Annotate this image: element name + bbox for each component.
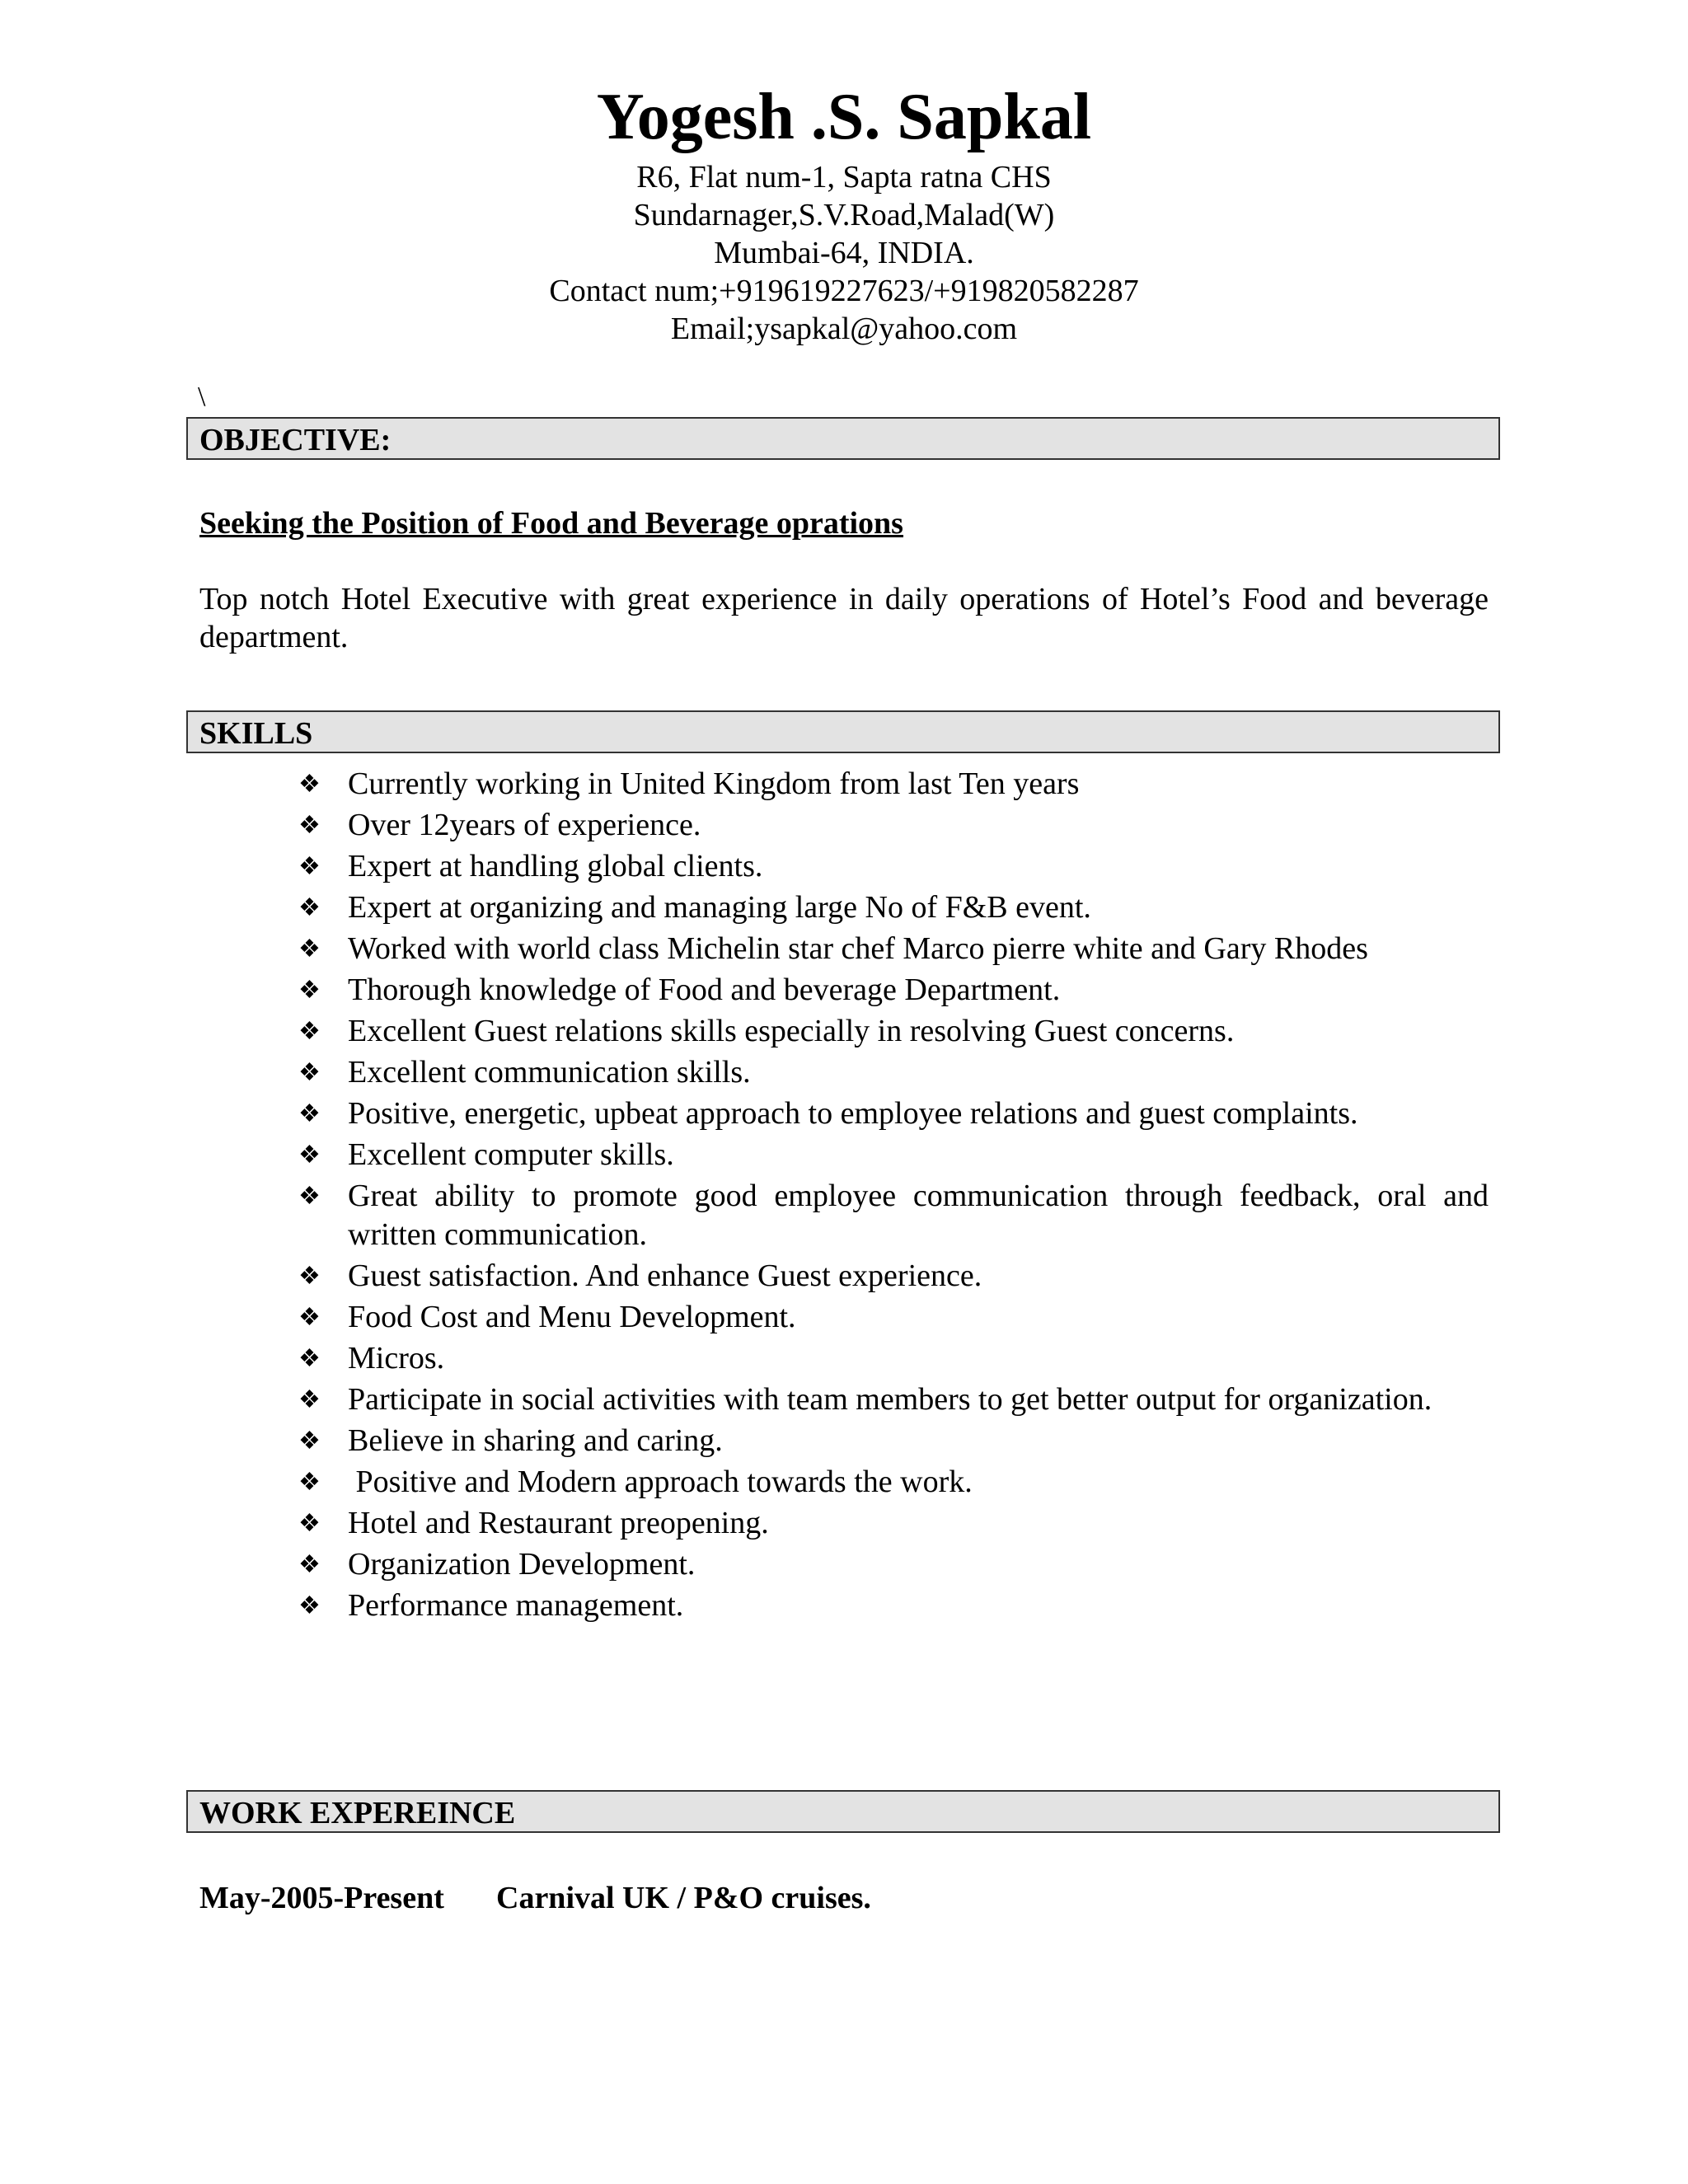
list-item	[298, 1380, 1489, 1419]
address-line-3: Mumbai-64, INDIA.	[714, 236, 974, 270]
contact-number: Contact num;+919619227623/+919820582287	[549, 274, 1139, 308]
objective-summary: Top notch Hotel Executive with great experience in daily operations of Hotel’s Food and beverage department.	[199, 582, 1489, 654]
list-item	[298, 971, 1489, 1010]
list-item	[298, 1586, 1489, 1625]
list-item	[298, 1012, 1489, 1051]
skill-text: Hotel and Restaurant preopening.	[348, 1506, 769, 1540]
skill-text: Food Cost and Menu Development.	[348, 1300, 796, 1334]
diamond-bullet-icon: ❖	[298, 1551, 321, 1578]
list-item	[298, 765, 1489, 804]
diamond-bullet-icon: ❖	[298, 812, 321, 839]
list-item	[298, 930, 1489, 968]
email-address: Email;ysapkal@yahoo.com	[670, 312, 1018, 346]
list-item	[298, 847, 1489, 886]
skill-text: Positive, energetic, upbeat approach to employee relations and guest complaints.	[348, 1096, 1358, 1131]
skill-text: Expert at organizing and managing large No of F&B event.	[348, 890, 1091, 925]
diamond-bullet-icon: ❖	[298, 1427, 321, 1455]
objective-heading: OBJECTIVE:	[199, 423, 392, 457]
skill-text: Currently working in United Kingdom from last Ten years	[348, 766, 1080, 801]
diamond-bullet-icon: ❖	[298, 1059, 321, 1086]
diamond-bullet-icon: ❖	[298, 1386, 321, 1413]
list-item	[298, 1257, 1489, 1296]
work-experience-section-bar	[186, 1790, 1500, 1833]
diamond-bullet-icon: ❖	[298, 1183, 321, 1210]
diamond-bullet-icon: ❖	[298, 935, 321, 963]
address-line-2: Sundarnager,S.V.Road,Malad(W)	[633, 198, 1055, 232]
work-company: Carnival UK / P&O cruises.	[496, 1881, 871, 1915]
stray-backslash: \	[198, 382, 206, 412]
skill-text: Excellent Guest relations skills especially in resolving Guest concerns.	[348, 1014, 1235, 1048]
candidate-name: Yogesh .S. Sapkal	[596, 81, 1092, 153]
list-item	[298, 1177, 1489, 1254]
list-item	[298, 1422, 1489, 1460]
list-item	[298, 1463, 1489, 1502]
list-item	[298, 1136, 1489, 1174]
list-item	[298, 806, 1489, 845]
diamond-bullet-icon: ❖	[298, 1100, 321, 1127]
work-experience-heading: WORK EXPEREINCE	[199, 1796, 516, 1830]
list-item	[298, 888, 1489, 927]
skill-text: Positive and Modern approach towards the work.	[348, 1465, 973, 1499]
list-item	[298, 1094, 1489, 1133]
diamond-bullet-icon: ❖	[298, 771, 321, 798]
skill-text: Excellent communication skills.	[348, 1055, 751, 1090]
list-item	[298, 1504, 1489, 1543]
list-item	[298, 1053, 1489, 1092]
skill-text: Great ability to promote good employee communication through feedback, oral and written communication.	[348, 1179, 1489, 1252]
skill-text: Performance management.	[348, 1588, 684, 1623]
diamond-bullet-icon: ❖	[298, 1510, 321, 1537]
objective-section-bar	[186, 417, 1500, 460]
list-item	[298, 1545, 1489, 1584]
diamond-bullet-icon: ❖	[298, 977, 321, 1004]
diamond-bullet-icon: ❖	[298, 1345, 321, 1372]
list-item	[298, 1339, 1489, 1378]
diamond-bullet-icon: ❖	[298, 1263, 321, 1290]
work-period: May-2005-Present	[199, 1881, 444, 1915]
objective-title: Seeking the Position of Food and Beverage oprations	[199, 506, 903, 541]
skill-text: Believe in sharing and caring.	[348, 1423, 723, 1458]
skill-text: Micros.	[348, 1341, 445, 1376]
diamond-bullet-icon: ❖	[298, 853, 321, 880]
skills-heading: SKILLS	[199, 716, 313, 751]
diamond-bullet-icon: ❖	[298, 1141, 321, 1169]
address-line-1: R6, Flat num-1, Sapta ratna CHS	[636, 160, 1052, 194]
diamond-bullet-icon: ❖	[298, 1592, 321, 1619]
resume-header	[0, 76, 1688, 348]
skill-text: Over 12years of experience.	[348, 808, 701, 842]
diamond-bullet-icon: ❖	[298, 1018, 321, 1045]
list-item	[298, 1298, 1489, 1337]
skills-section-bar	[186, 710, 1500, 753]
diamond-bullet-icon: ❖	[298, 1469, 321, 1496]
skill-text: Worked with world class Michelin star chef Marco pierre white and Gary Rhodes	[348, 931, 1368, 966]
skill-text: Participate in social activities with team members to get better output for organization.	[348, 1382, 1432, 1417]
diamond-bullet-icon: ❖	[298, 1304, 321, 1331]
skill-text: Organization Development.	[348, 1547, 696, 1582]
skill-text: Guest satisfaction. And enhance Guest experience.	[348, 1258, 982, 1293]
skill-text: Excellent computer skills.	[348, 1137, 674, 1172]
skill-text: Thorough knowledge of Food and beverage Department.	[348, 972, 1061, 1007]
skill-text: Expert at handling global clients.	[348, 849, 763, 883]
work-entry	[199, 1879, 871, 1917]
diamond-bullet-icon: ❖	[298, 894, 321, 921]
skills-list	[298, 765, 1489, 1628]
